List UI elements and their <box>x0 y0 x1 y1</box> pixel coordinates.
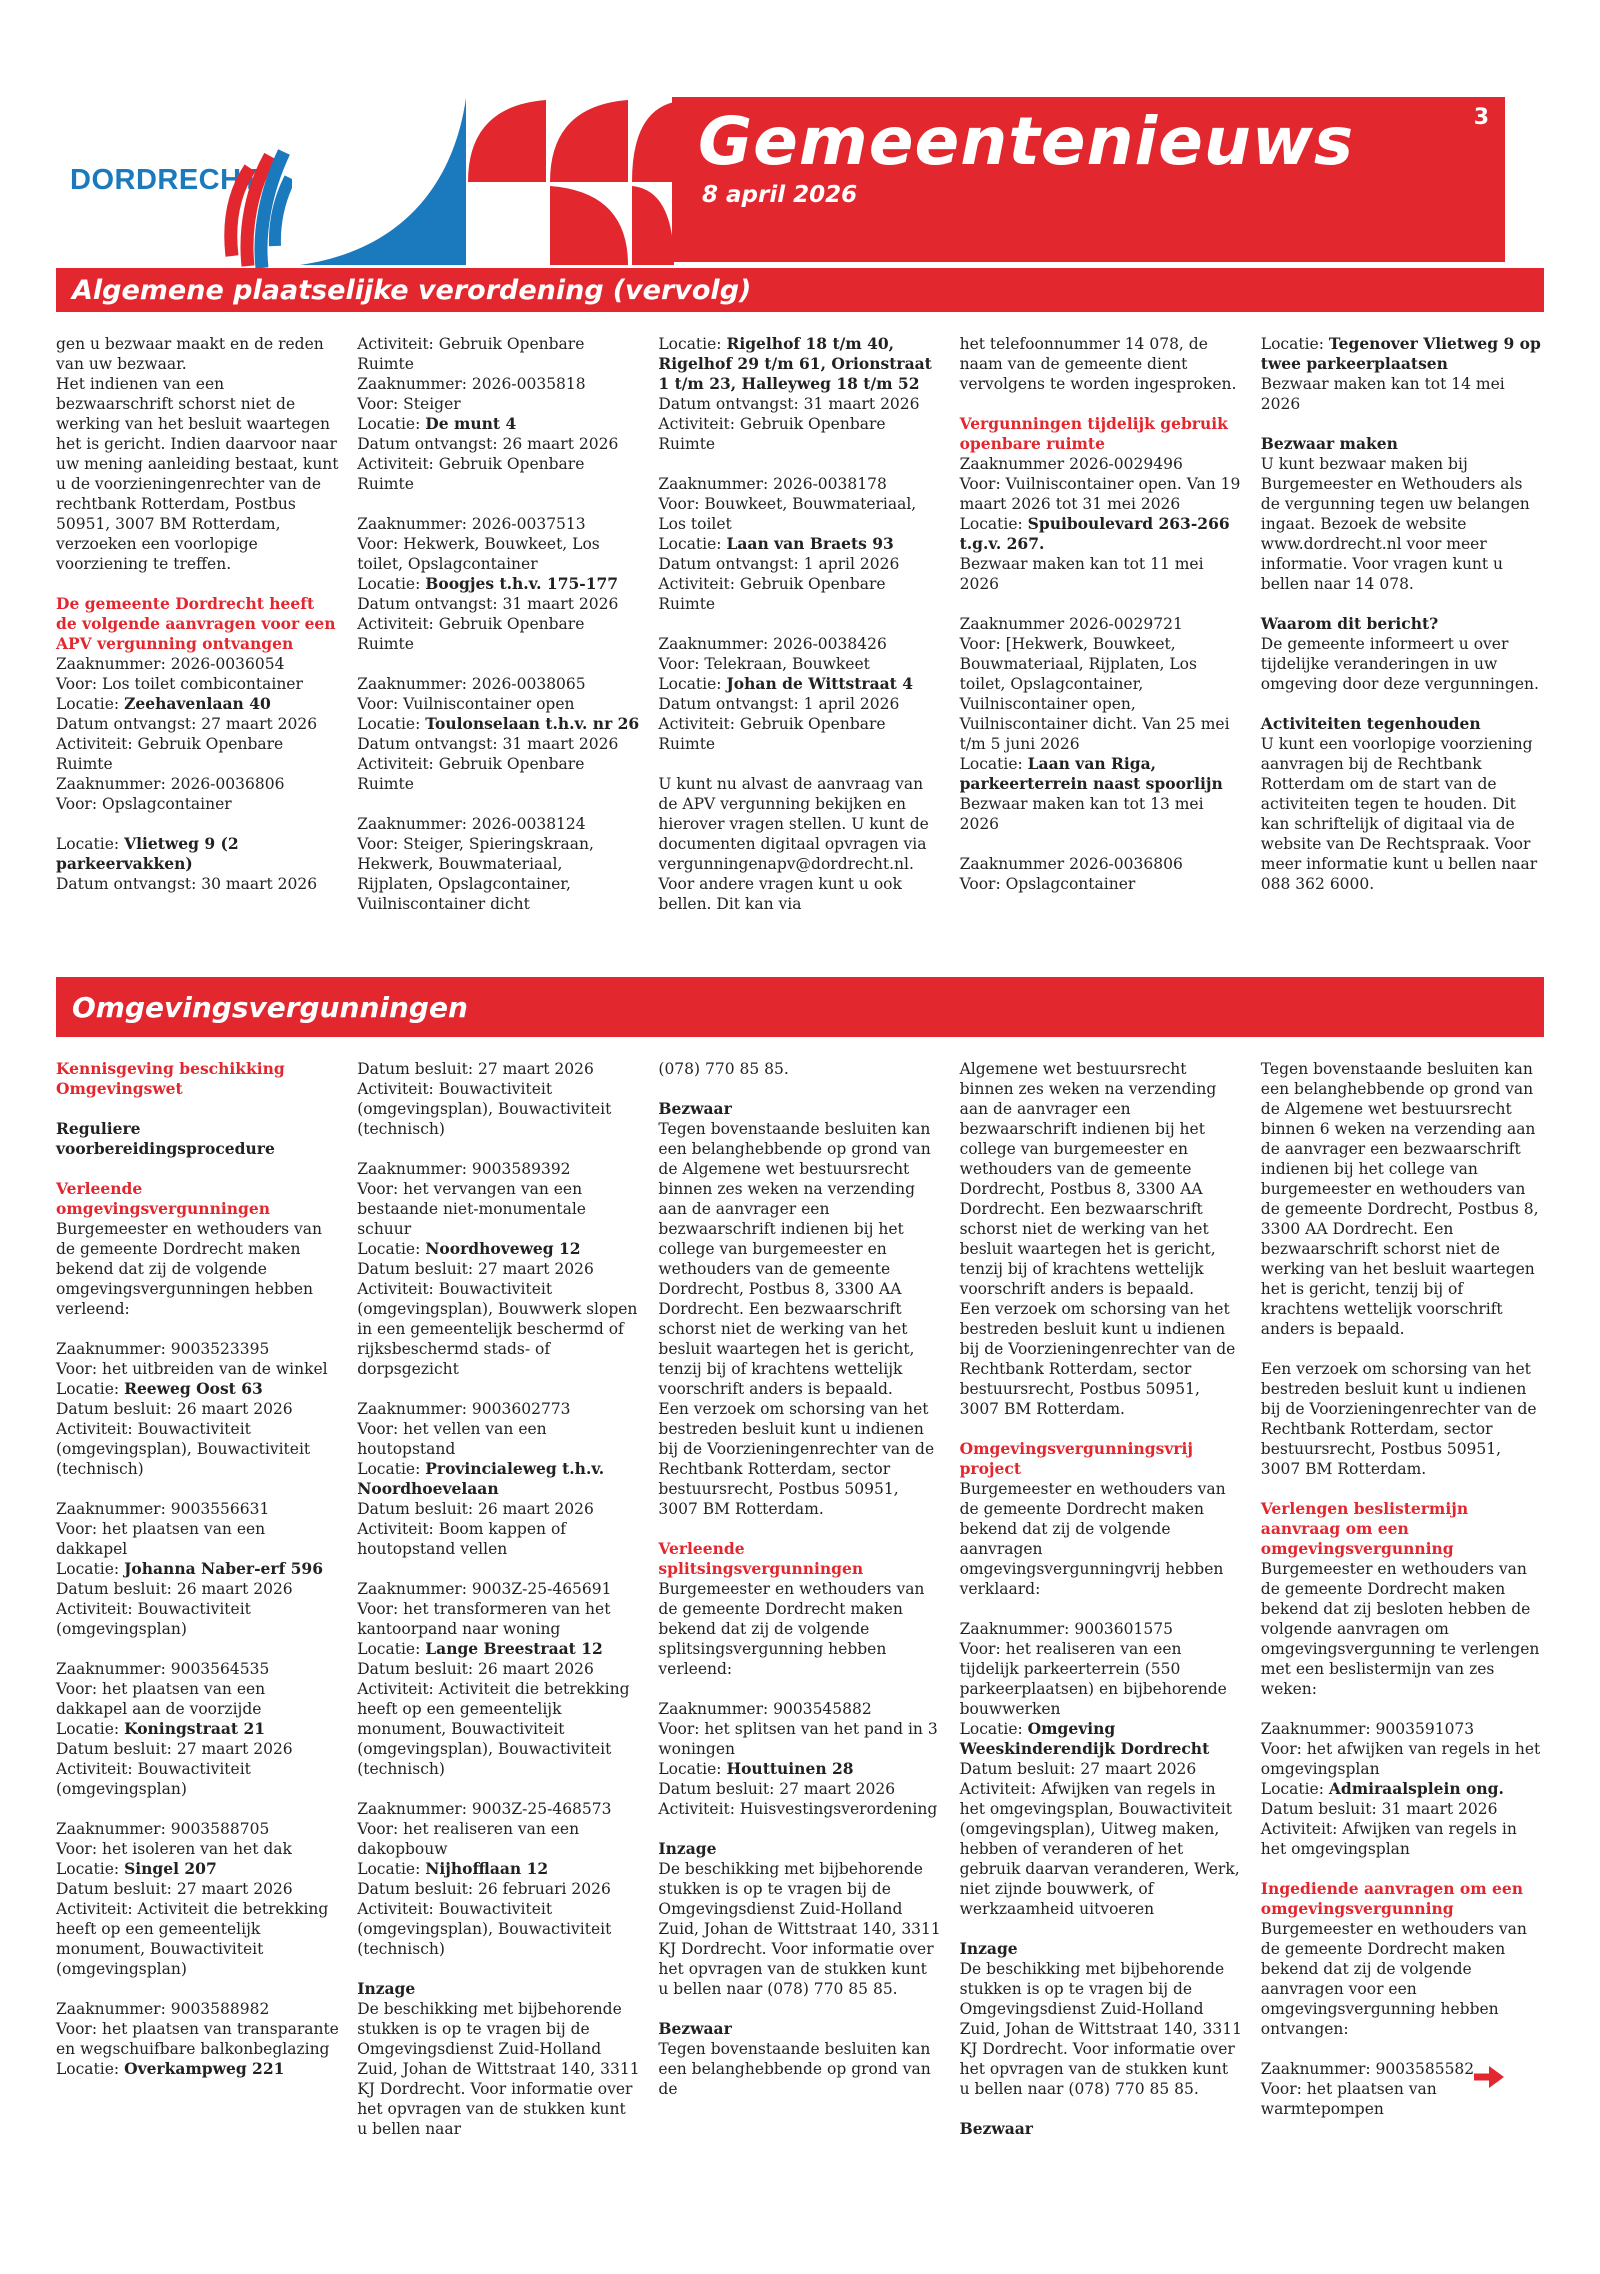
paragraph: Voor: [Hekwerk, Bouwkeet, Bouwmateriaal, Rijplaten, Los toilet, Opslagcontainer, Vuilniscontainer open, Vuilniscontainer dicht. Van 25 mei t/m 5 juni 2026 <box>959 635 1230 753</box>
spacer <box>658 614 941 634</box>
paragraph: Activiteit: Bouwactiviteit (omgevingsplan), Bouwwerk slopen in een gemeentelijk beschermd of rijksbeschermd stads- of dorpsgezicht <box>357 1280 638 1378</box>
paragraph: Activiteit: Gebruik Openbare Ruimte <box>56 735 284 773</box>
spacer <box>960 1599 1243 1619</box>
paragraph: Bezwaar maken kan tot 11 mei 2026 <box>959 555 1204 593</box>
paragraph: Een verzoek om schorsing van het bestreden besluit kunt u indienen bij de Voorzieningenrechter van de Rechtbank Rotterdam, sector bestuursrecht, Postbus 50951, 3007 BM Rotterdam. <box>1260 1360 1537 1478</box>
spacer <box>658 754 941 774</box>
paragraph: Activiteit: Afwijken van regels in het omgevingsplan, Bouwactiviteit (omgevingsplan), Uitweg maken, hebben of veranderen of het gebruik daarvan veranderen, Werk, niet zijnde bouwwerk, of werkzaamheid uitvoeren <box>959 1780 1240 1918</box>
paragraph: De beschikking met bijbehorende stukken is op te vragen bij de Omgevingsdienst Zuid-Holland Zuid, Johan de Wittstraat 140, 3311 KJ Dordrecht. Voor informatie over het opvragen van de stukken kunt u bellen naar (078) 770 85 85. <box>658 1860 941 1998</box>
spacer <box>56 1099 339 1119</box>
paragraph: Zaaknummer: 2026-0038178 <box>658 475 887 493</box>
paragraph: Locatie: Nijhofflaan 12 <box>357 1859 549 1878</box>
column-3 <box>658 334 941 953</box>
section-apv-banner <box>56 268 1544 312</box>
paragraph: Locatie: Tegenover Vlietweg 9 op twee parkeerplaatsen <box>1260 334 1541 373</box>
paragraph: Datum besluit: 27 maart 2026 <box>357 1260 594 1278</box>
page-number: 3 <box>1473 105 1489 130</box>
spacer <box>960 834 1243 854</box>
paragraph: Voor: het afwijken van regels in het omgevingsplan <box>1260 1740 1541 1778</box>
paragraph: Zaaknummer: 9003545882 <box>658 1700 872 1718</box>
paragraph: Zaaknummer 2026-0036806 <box>959 855 1183 873</box>
paragraph: Locatie: Reeweg Oost 63 <box>56 1379 263 1398</box>
paragraph: U kunt een voorlopige voorziening aanvragen bij de Rechtbank Rotterdam om de start van de activiteiten tegen te houden. Dit kan schriftelijk of digitaal via de website van De Rechtspraak. Voor meer informatie kunt u bellen naar 088 362 6000. <box>1260 735 1538 893</box>
paragraph: Een verzoek om schorsing van het bestreden besluit kunt u indienen bij de Voorzieningenrechter van de Rechtbank Rotterdam, sector bestuursrecht, Postbus 50951, 3007 BM Rotterdam. <box>959 1300 1236 1418</box>
column-4 <box>960 1059 1243 2139</box>
paragraph: Activiteit: Gebruik Openbare Ruimte <box>357 615 585 653</box>
paragraph: gen u bezwaar maakt en de reden van uw bezwaar. <box>56 335 324 373</box>
paragraph: Locatie: Laan van Braets 93 <box>658 534 894 553</box>
brand-logotype: DORDRECHT <box>70 164 260 196</box>
column-1 <box>56 334 339 953</box>
paragraph: Datum besluit: 26 maart 2026 <box>56 1580 293 1598</box>
paragraph: De gemeente informeert u over tijdelijke veranderingen in uw omgeving door deze vergunningen. <box>1260 635 1539 693</box>
paragraph: Voor: Los toilet combicontainer <box>56 675 303 693</box>
paragraph: Locatie: Houttuinen 28 <box>658 1759 854 1778</box>
paragraph: Zaaknummer: 2026-0038065 <box>357 675 586 693</box>
paragraph: Voor: Bouwkeet, Bouwmateriaal, Los toilet <box>658 495 917 533</box>
paragraph: Tegen bovenstaande besluiten kan een belanghebbende op grond van de Algemene wet bestuursrecht binnen 6 weken na verzending aan de aanvrager een bezwaarschrift indienen bij het college van burgemeester en wethouders van de gemeente Dordrecht, Postbus 8, 3300 AA Dordrecht. Een bezwaarschrift schorst niet de werking van het besluit waartegen het is gericht, tenzij bij of krachtens wettelijk voorschrift anders is bepaald. <box>1260 1060 1539 1338</box>
spacer <box>1261 1859 1544 1879</box>
spacer <box>1261 1699 1544 1719</box>
red-heading: Verleende splitsingsvergunningen <box>658 1539 864 1578</box>
column-5 <box>1261 334 1544 953</box>
spacer <box>357 494 640 514</box>
paragraph: Locatie: Admiraalsplein ong. <box>1260 1779 1504 1798</box>
dordrecht-flame-logo-icon <box>220 126 292 268</box>
spacer <box>658 1819 941 1839</box>
paragraph: Zaaknummer: 9003588705 <box>56 1820 270 1838</box>
red-heading: De gemeente Dordrecht heeft de volgende aanvragen voor een APV vergunning ontvangen <box>56 594 336 653</box>
paragraph: Voor: het realiseren van een tijdelijk parkeerterrein (550 parkeerplaatsen) en bijbehorende bouwwerken <box>959 1640 1227 1718</box>
column-1 <box>56 1059 339 2139</box>
paragraph: Voor: Opslagcontainer <box>959 875 1136 893</box>
paragraph: Datum ontvangst: 31 maart 2026 <box>357 595 619 613</box>
paragraph: Burgemeester en wethouders van de gemeente Dordrecht maken bekend dat zij besloten hebben de volgende aanvragen om omgevingsvergunning te verlengen met een beslistermijn van zes weken: <box>1260 1560 1540 1698</box>
spacer <box>960 394 1243 414</box>
paragraph: Datum ontvangst: 31 maart 2026 <box>658 395 920 413</box>
sub-heading: Inzage <box>658 1839 717 1858</box>
red-heading: Verleende omgevingsvergunningen <box>56 1179 270 1218</box>
paragraph: Zaaknummer: 9003588982 <box>56 2000 270 2018</box>
paragraph: Activiteit: Gebruik Openbare Ruimte <box>357 335 585 373</box>
spacer <box>960 1419 1243 1439</box>
paragraph: Datum ontvangst: 30 maart 2026 <box>56 875 318 893</box>
paragraph: Zaaknummer: 9003Z-25-468573 <box>357 1800 612 1818</box>
paragraph: Datum besluit: 27 maart 2026 <box>357 1060 594 1078</box>
spacer <box>658 1679 941 1699</box>
spacer <box>1261 694 1544 714</box>
arrow-right-icon <box>1474 2066 1504 2088</box>
section-apv-title-suffix: (vervolg) <box>612 274 752 306</box>
paragraph: Activiteit: Bouwactiviteit (omgevingsplan), Bouwactiviteit (technisch) <box>357 1080 612 1138</box>
page-header <box>0 0 1600 268</box>
paragraph: Zaaknummer 2026-0029496 <box>959 455 1183 473</box>
spacer <box>56 574 339 594</box>
paragraph: U kunt bezwaar maken bij Burgemeester en Wethouders als de vergunning tegen uw belangen ingaat. Bezoek de website www.dordrecht.nl voor meer informatie. Voor vragen kunt u bellen naar 14 078. <box>1260 455 1530 593</box>
paragraph: Locatie: Boogjes t.h.v. 175-177 <box>357 574 619 593</box>
paragraph: De beschikking met bijbehorende stukken is op te vragen bij de Omgevingsdienst Zuid-Holland Zuid, Johan de Wittstraat 140, 3311 KJ Dordrecht. Voor informatie over het opvragen van de stukken kunt u bellen naar (078) 770 85 85. <box>959 1960 1242 2098</box>
paragraph: Locatie: Spuiboulevard 263-266 t.g.v. 267. <box>959 514 1230 553</box>
paragraph: Voor: het plaatsen van transparante en wegschuifbare balkonbeglazing <box>56 2020 339 2058</box>
paragraph: Datum besluit: 26 maart 2026 <box>357 1660 594 1678</box>
red-heading: Omgevingsvergunningsvrij project <box>959 1439 1193 1478</box>
paragraph: Locatie: De munt 4 <box>357 414 517 433</box>
paragraph: Zaaknummer: 2026-0037513 <box>357 515 586 533</box>
paragraph: Zaaknummer: 9003556631 <box>56 1500 270 1518</box>
paragraph: Bezwaar maken kan tot 14 mei 2026 <box>1260 375 1505 413</box>
paragraph: Zaaknummer: 9003564535 <box>56 1660 270 1678</box>
paragraph: Activiteit: Boom kappen of houtopstand vellen <box>357 1520 567 1558</box>
paragraph: Voor: Hekwerk, Bouwkeet, Los toilet, Opslagcontainer <box>357 535 600 573</box>
spacer <box>357 1559 640 1579</box>
paragraph: Datum besluit: 26 februari 2026 <box>357 1880 611 1898</box>
paragraph: Zaaknummer: 9003589392 <box>357 1160 571 1178</box>
column-2 <box>357 334 640 953</box>
red-heading: Kennisgeving beschikking Omgevingswet <box>56 1059 285 1098</box>
spacer <box>56 1319 339 1339</box>
paragraph: Algemene wet bestuursrecht binnen zes weken na verzending aan de aanvrager een bezwaarschrift indienen bij het college van burgemeester en wethouders van de gemeente Dordrecht, Postbus 8, 3300 AA Dordrecht. Een bezwaarschrift schorst niet de werking van het besluit waartegen het is gericht, tenzij bij of krachtens wettelijk voorschrift anders is bepaald. <box>959 1060 1217 1298</box>
sub-heading: Bezwaar <box>959 2119 1033 2138</box>
paragraph: Zaaknummer: 9003523395 <box>56 1340 270 1358</box>
red-heading: Vergunningen tijdelijk gebruik openbare ruimte <box>959 414 1228 453</box>
spacer <box>1261 2039 1544 2059</box>
paragraph: Locatie: Johanna Naber-erf 596 <box>56 1559 323 1578</box>
paragraph: Locatie: Laan van Riga, parkeerterrein naast spoorlijn <box>959 754 1223 793</box>
paragraph: Activiteit: Gebruik Openbare Ruimte <box>658 415 886 453</box>
spacer <box>658 1079 941 1099</box>
paragraph: Zaaknummer: 2026-0038426 <box>658 635 887 653</box>
spacer <box>960 594 1243 614</box>
spacer <box>56 1979 339 1999</box>
paragraph: Activiteit: Gebruik Openbare Ruimte <box>357 455 585 493</box>
column-4 <box>960 334 1243 953</box>
red-heading: Verlengen beslistermijn aanvraag om een omgevingsvergunning <box>1260 1499 1469 1558</box>
paragraph: Activiteit: Activiteit die betrekking heeft op een gemeentelijk monument, Bouwactiviteit (omgevingsplan) <box>56 1900 329 1978</box>
spacer <box>960 1919 1243 1939</box>
spacer <box>357 1139 640 1159</box>
paragraph: Voor: Vuilniscontainer open. Van 19 maart 2026 tot 31 mei 2026 <box>959 475 1241 513</box>
paragraph: Datum besluit: 26 maart 2026 <box>56 1400 293 1418</box>
paragraph: Activiteit: Bouwactiviteit (omgevingsplan), Bouwactiviteit (technisch) <box>357 1900 612 1958</box>
paragraph: Locatie: Provincialeweg t.h.v. Noordhoevelaan <box>357 1459 605 1498</box>
paragraph: Burgemeester en wethouders van de gemeente Dordrecht maken bekend dat zij de volgende omgevingsvergunningen hebben verleend: <box>56 1220 323 1318</box>
paragraph: Zaaknummer: 9003602773 <box>357 1400 571 1418</box>
spacer <box>357 1959 640 1979</box>
spacer <box>1261 594 1544 614</box>
paragraph: het telefoonnummer 14 078, de naam van de gemeente dient vervolgens te worden ingesproken. <box>959 335 1237 393</box>
paragraph: Datum besluit: 26 maart 2026 <box>357 1500 594 1518</box>
spacer <box>56 1639 339 1659</box>
section-omg-title: Omgevingsvergunningen <box>72 990 468 1024</box>
paragraph: De beschikking met bijbehorende stukken is op te vragen bij de Omgevingsdienst Zuid-Holland Zuid, Johan de Wittstraat 140, 3311 KJ Dordrecht. Voor informatie over het opvragen van de stukken kunt u bellen naar <box>357 2000 640 2138</box>
spacer <box>658 1519 941 1539</box>
column-5 <box>1261 1059 1544 2139</box>
paragraph: Datum ontvangst: 26 maart 2026 <box>357 435 619 453</box>
paragraph: Tegen bovenstaande besluiten kan een belanghebbende op grond van de <box>658 2040 931 2098</box>
paragraph: Datum besluit: 27 maart 2026 <box>56 1880 293 1898</box>
spacer <box>658 454 941 474</box>
paragraph: Datum ontvangst: 1 april 2026 <box>658 695 900 713</box>
sub-heading: Waarom dit bericht? <box>1260 614 1439 633</box>
paragraph: Locatie: Koningstraat 21 <box>56 1719 266 1738</box>
paragraph: Zaaknummer: 2026-0036806 <box>56 775 285 793</box>
wave-decoration-icon <box>296 98 674 265</box>
paragraph: Locatie: Singel 207 <box>56 1859 217 1878</box>
spacer <box>1261 1339 1544 1359</box>
paragraph: Locatie: Overkampweg 221 <box>56 2059 285 2078</box>
paragraph: Voor: het transformeren van het kantoorpand naar woning <box>357 1600 611 1638</box>
paragraph: Locatie: Vlietweg 9 (2 parkeervakken) <box>56 834 239 873</box>
paragraph: Datum besluit: 27 maart 2026 <box>959 1760 1197 1778</box>
masthead <box>672 97 1505 262</box>
spacer <box>960 2099 1243 2119</box>
omg-columns <box>56 1037 1544 2139</box>
paragraph: Activiteit: Bouwactiviteit (omgevingsplan), Bouwactiviteit (technisch) <box>56 1420 311 1478</box>
paragraph: Burgemeester en wethouders van de gemeente Dordrecht maken bekend dat zij de volgende splitsingsvergunning hebben verleend: <box>658 1580 925 1678</box>
paragraph: Voor: het plaatsen van een dakkapel aan de voorzijde <box>56 1680 266 1718</box>
spacer <box>1261 414 1544 434</box>
paragraph: Locatie: Rigelhof 18 t/m 40, Rigelhof 29 t/m 61, Orionstraat 1 t/m 23, Halleyweg 18 t/m 52 <box>658 334 932 393</box>
paragraph: Voor: Steiger <box>357 395 461 413</box>
paragraph: Zaaknummer: 9003601575 <box>959 1620 1173 1638</box>
paragraph: Locatie: Toulonselaan t.h.v. nr 26 <box>357 714 640 733</box>
paragraph: Het indienen van een bezwaarschrift schorst niet de werking van het besluit waartegen het is gericht. Indien daarvoor naar uw mening aanleiding bestaat, kunt u de voorzieningenrechter van de rechtbank Rotterdam, Postbus 50951, 3007 BM Rotterdam, verzoeken een voorlopige voorziening te treffen. <box>56 375 339 573</box>
spacer <box>357 654 640 674</box>
paragraph: Voor: het splitsen van het pand in 3 woningen <box>658 1720 938 1758</box>
paragraph: Zaaknummer: 9003585582 <box>1260 2060 1475 2078</box>
column-2 <box>357 1059 640 2139</box>
paragraph: Voor: het plaatsen van warmtepompen <box>1260 2080 1437 2118</box>
paragraph: Voor: het vervangen van een bestaande niet-monumentale schuur <box>357 1180 586 1238</box>
paragraph: Zaaknummer: 2026-0035818 <box>357 375 586 393</box>
sub-heading: Bezwaar <box>658 1099 732 1118</box>
paragraph: Voor: het realiseren van een dakopbouw <box>357 1820 580 1858</box>
paragraph: Voor: Steiger, Spieringskraan, Hekwerk, Bouwmateriaal, Rijplaten, Opslagcontainer, Vuilniscontainer dicht <box>357 835 594 913</box>
red-heading: Ingediende aanvragen om een omgevingsvergunning <box>1260 1879 1524 1918</box>
spacer <box>357 794 640 814</box>
paragraph: Activiteit: Gebruik Openbare Ruimte <box>658 575 886 613</box>
paragraph: Activiteit: Activiteit die betrekking heeft op een gemeentelijk monument, Bouwactiviteit (omgevingsplan), Bouwactiviteit (technisch) <box>357 1680 630 1778</box>
paragraph: Zaaknummer: 9003Z-25-465691 <box>357 1580 612 1598</box>
paragraph: Datum besluit: 27 maart 2026 <box>658 1780 896 1798</box>
paragraph: Activiteit: Gebruik Openbare Ruimte <box>658 715 886 753</box>
spacer <box>56 1479 339 1499</box>
paragraph: Locatie: Omgeving Weeskinderendijk Dordrecht <box>959 1719 1210 1758</box>
paragraph: Bezwaar maken kan tot 13 mei 2026 <box>959 795 1204 833</box>
column-3 <box>658 1059 941 2139</box>
paragraph: Voor: het isoleren van het dak <box>56 1840 292 1858</box>
paragraph: (078) 770 85 85. <box>658 1060 789 1078</box>
paragraph: U kunt nu alvast de aanvraag van de APV vergunning bekijken en hierover vragen stellen. U kunt de documenten digitaal opvragen via vergunningenapv@dordrecht.nl. Voor andere vragen kunt u ook bellen. Dit kan via <box>658 775 929 913</box>
brand <box>70 126 300 266</box>
paragraph: Datum ontvangst: 27 maart 2026 <box>56 715 318 733</box>
spacer <box>56 814 339 834</box>
paragraph: Datum besluit: 27 maart 2026 <box>56 1740 293 1758</box>
spacer <box>56 1799 339 1819</box>
sub-heading: Inzage <box>357 1979 416 1998</box>
section-omgevingsvergunningen-banner <box>56 977 1544 1037</box>
spacer <box>56 1159 339 1179</box>
paragraph: Locatie: Lange Breestraat 12 <box>357 1639 603 1658</box>
section-apv-title: Algemene plaatselijke verordening <box>72 274 604 306</box>
paragraph: Datum besluit: 31 maart 2026 <box>1260 1800 1498 1818</box>
paragraph: Activiteit: Afwijken van regels in het omgevingsplan <box>1260 1820 1517 1858</box>
spacer <box>1261 1479 1544 1499</box>
spacer <box>357 1379 640 1399</box>
sub-heading: Activiteiten tegenhouden <box>1260 714 1481 733</box>
spacer <box>658 1999 941 2019</box>
paragraph: Een verzoek om schorsing van het bestreden besluit kunt u indienen bij de Voorzieningenrechter van de Rechtbank Rotterdam, sector bestuursrecht, Postbus 50951, 3007 BM Rotterdam. <box>658 1400 935 1518</box>
paragraph: Zaaknummer: 9003591073 <box>1260 1720 1475 1738</box>
paragraph: Activiteit: Bouwactiviteit (omgevingsplan) <box>56 1600 251 1638</box>
apv-columns <box>56 312 1544 953</box>
paragraph: Voor: het vellen van een houtopstand <box>357 1420 547 1458</box>
paragraph: Activiteit: Bouwactiviteit (omgevingsplan) <box>56 1760 251 1798</box>
sub-heading: Reguliere voorbereidingsprocedure <box>56 1119 275 1158</box>
paragraph: Activiteit: Huisvestingsverordening <box>658 1800 938 1818</box>
paragraph: Datum ontvangst: 1 april 2026 <box>658 555 900 573</box>
paragraph: Voor: Vuilniscontainer open <box>357 695 575 713</box>
paragraph: Locatie: Johan de Wittstraat 4 <box>658 674 914 693</box>
paragraph: Activiteit: Gebruik Openbare Ruimte <box>357 755 585 793</box>
newspaper-title: Gemeentenieuws <box>698 103 1355 180</box>
paragraph: Locatie: Noordhoveweg 12 <box>357 1239 581 1258</box>
paragraph: Zaaknummer 2026-0029721 <box>959 615 1183 633</box>
paragraph: Voor: het plaatsen van een dakkapel <box>56 1520 266 1558</box>
paragraph: Voor: Opslagcontainer <box>56 795 232 813</box>
sub-heading: Inzage <box>959 1939 1018 1958</box>
paragraph: Voor: Telekraan, Bouwkeet <box>658 655 870 673</box>
paragraph: Zaaknummer: 2026-0038124 <box>357 815 586 833</box>
paragraph: Burgemeester en wethouders van de gemeente Dordrecht maken bekend dat zij de volgende aanvragen voor een omgevingsvergunning hebben ontvangen: <box>1260 1920 1527 2038</box>
sub-heading: Bezwaar <box>658 2019 732 2038</box>
sub-heading: Bezwaar maken <box>1260 434 1398 453</box>
paragraph: Tegen bovenstaande besluiten kan een belanghebbende op grond van de Algemene wet bestuursrecht binnen zes weken na verzending aan de aanvrager een bezwaarschrift indienen bij het college van burgemeester en wethouders van de gemeente Dordrecht, Postbus 8, 3300 AA Dordrecht. Een bezwaarschrift schorst niet de werking van het besluit waartegen het is gericht, tenzij bij of krachtens wettelijk voorschrift anders is bepaald. <box>658 1120 931 1398</box>
paragraph: Datum ontvangst: 31 maart 2026 <box>357 735 619 753</box>
spacer <box>357 1779 640 1799</box>
paragraph: Voor: het uitbreiden van de winkel <box>56 1360 328 1378</box>
issue-date: 8 april 2026 <box>702 182 858 209</box>
paragraph: Zaaknummer: 2026-0036054 <box>56 655 285 673</box>
paragraph: Locatie: Zeehavenlaan 40 <box>56 694 271 713</box>
paragraph: Burgemeester en wethouders van de gemeente Dordrecht maken bekend dat zij de volgende aanvragen omgevingsvergunningvrij hebben verklaard: <box>959 1480 1226 1598</box>
